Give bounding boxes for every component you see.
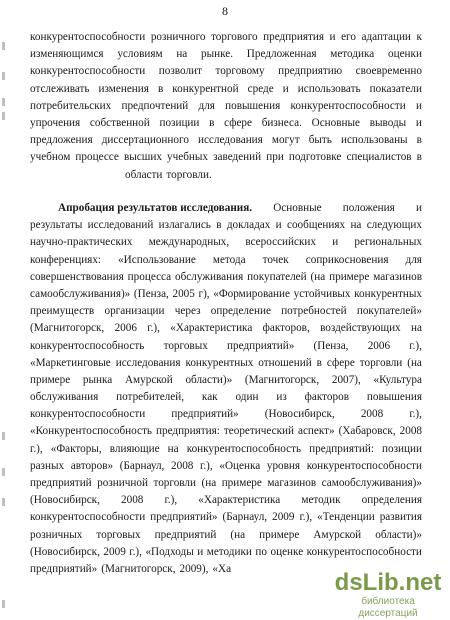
word: методики — [206, 545, 252, 558]
word: «Конкурентоспособность — [30, 425, 153, 438]
watermark-caption: библиотека диссертаций — [358, 596, 418, 619]
word: через — [174, 305, 201, 318]
word: отслеживать — [30, 82, 90, 95]
body-paragraph-conclusions — [30, 29, 422, 184]
word: оценке — [270, 545, 304, 558]
word: 2009 — [272, 511, 295, 524]
word: адаптации — [361, 31, 411, 43]
text-line — [30, 115, 422, 132]
word: докладах — [226, 219, 271, 232]
text-line — [30, 217, 422, 234]
word: теоретический — [223, 425, 295, 438]
word: аспект» — [298, 425, 335, 438]
word: региональных — [354, 236, 422, 249]
word: предприятий» — [150, 511, 218, 524]
word: и — [197, 545, 204, 558]
word: (Магнитогорск, — [244, 373, 320, 386]
text-line — [30, 252, 422, 269]
word: (Пенза, — [133, 287, 169, 300]
word: уровня — [266, 459, 301, 472]
word: изменения — [98, 82, 149, 95]
word: г.), — [129, 545, 142, 558]
word: следующих — [366, 219, 422, 232]
binding-mark — [2, 112, 5, 120]
word: «Культура — [373, 373, 422, 386]
word: бизнеса. — [261, 116, 302, 129]
text-line — [30, 149, 422, 166]
word: примере — [259, 528, 300, 541]
word: потребностей — [281, 305, 347, 318]
word: на — [411, 322, 422, 335]
word: предприятий» — [171, 408, 239, 421]
binding-mark — [2, 98, 5, 106]
word: торгового — [211, 31, 258, 43]
word: при — [266, 151, 284, 164]
word: изменяющимся — [30, 48, 104, 61]
word: процесса — [127, 270, 172, 283]
word: устойчивых — [293, 287, 351, 300]
text-line — [30, 509, 422, 526]
binding-marks — [0, 0, 10, 618]
word: (Магнитогорск, — [101, 562, 176, 575]
word: рынка — [82, 373, 113, 386]
text-line — [30, 355, 422, 372]
word: позволит — [158, 65, 202, 78]
word: всероссийских — [245, 236, 316, 249]
binding-mark — [2, 72, 5, 80]
word: высших — [123, 151, 162, 164]
word: потребителей, — [116, 391, 185, 404]
word: «Маркетинговые — [30, 356, 111, 369]
word: в — [416, 134, 422, 147]
word: торговли — [359, 356, 403, 369]
word: (на — [310, 270, 326, 283]
word: упрочения — [30, 116, 81, 129]
text-line — [30, 269, 422, 286]
word: сфере — [326, 356, 355, 369]
word: разных — [30, 459, 65, 472]
word: «Факторы, — [50, 442, 102, 455]
word: конкурентных — [185, 356, 254, 369]
word: конкурентоспособности — [306, 459, 422, 472]
word: г.), — [409, 408, 422, 421]
word: исследования — [197, 134, 263, 147]
word: один — [235, 391, 259, 404]
word: преимуществ — [30, 305, 95, 318]
word: области)» — [375, 528, 422, 541]
binding-mark — [2, 600, 5, 608]
word: Амурской — [124, 373, 173, 386]
word: в — [157, 82, 164, 95]
word: на — [350, 219, 362, 232]
word: предприятий: — [309, 442, 374, 455]
word: сообщениях — [286, 219, 346, 232]
text-line — [30, 29, 422, 46]
word: самообслуживания)» — [30, 287, 131, 300]
word: г.), — [147, 322, 160, 335]
word: конкурентоспособности — [306, 545, 422, 558]
word: из — [276, 391, 287, 404]
word: методика — [330, 48, 375, 61]
word: воздействующих — [320, 322, 401, 335]
word: конкурентоспособности — [30, 65, 146, 78]
word: и — [415, 116, 422, 129]
text-line — [30, 458, 422, 475]
word: специалистов — [346, 151, 412, 164]
word: соприкосновения — [305, 253, 389, 266]
word: в — [209, 116, 215, 129]
word: совершенствования — [30, 270, 124, 283]
word: условиям — [117, 48, 163, 61]
word: методик — [301, 494, 341, 507]
word: предприятию — [278, 65, 343, 78]
binding-mark — [2, 42, 5, 50]
text-line — [30, 372, 422, 389]
word: факторов, — [262, 322, 310, 335]
text-line — [30, 234, 422, 251]
word: в — [216, 219, 222, 232]
word: влияющие — [109, 442, 160, 455]
word: торговых — [163, 339, 208, 352]
word: предприятий — [154, 528, 217, 541]
word: позиции — [382, 442, 422, 455]
word: магазинов — [267, 477, 317, 489]
text-line — [30, 338, 422, 355]
text-line — [30, 286, 422, 303]
word: точек — [262, 253, 289, 266]
text-line — [30, 46, 422, 63]
word: своевременно — [355, 65, 422, 78]
word: для — [405, 253, 422, 266]
word: авторов» — [70, 459, 114, 472]
word: торговли. — [166, 168, 212, 181]
word: сфере — [224, 116, 252, 129]
word: диссертационного — [101, 134, 189, 147]
word: предприятий — [30, 477, 92, 489]
word: метода — [212, 253, 246, 266]
word: «Характеристика — [198, 494, 281, 507]
binding-mark — [2, 468, 5, 476]
text-line — [30, 81, 422, 98]
word: 2007), — [331, 373, 361, 386]
word: розничной — [97, 477, 148, 489]
word: «Тенденции — [317, 511, 375, 524]
word: обслуживания — [30, 391, 99, 404]
word: «Использование — [118, 253, 196, 266]
text-line — [30, 406, 422, 423]
word: для — [198, 99, 215, 112]
word: показатели — [369, 82, 422, 95]
word: результаты — [30, 219, 83, 232]
word: конкурентоспособность — [30, 339, 145, 352]
word: г.), — [409, 339, 422, 352]
word: его — [341, 31, 356, 43]
word: (на — [201, 477, 217, 489]
word: предприятий» — [227, 339, 295, 352]
word: на — [167, 442, 179, 455]
word: положения — [342, 202, 395, 214]
word: выводы — [369, 116, 407, 129]
word: области — [125, 168, 163, 181]
word: исследований — [87, 219, 154, 232]
text-line — [30, 475, 422, 492]
word: отношений — [258, 356, 312, 369]
word: по — [255, 545, 267, 558]
word: розничных — [30, 528, 83, 541]
word: на — [176, 48, 188, 61]
word: повышения — [225, 99, 281, 112]
word: конкурентоспособность — [186, 442, 302, 455]
word: магазинов — [373, 270, 422, 283]
word: (Новосибирск, — [30, 494, 100, 507]
word: «Формирование — [213, 287, 290, 300]
word: развития — [379, 511, 422, 524]
word: розничного — [150, 31, 206, 43]
text-line — [30, 544, 422, 561]
word: повышения — [366, 391, 422, 404]
page-number: 8 — [222, 4, 228, 18]
word: предприятий» — [30, 562, 98, 575]
word: Основные — [311, 116, 360, 129]
word: «Характеристика — [170, 322, 253, 335]
word: учебном — [30, 151, 71, 164]
word: примере — [221, 477, 262, 489]
word: (Хабаровск, — [338, 425, 396, 438]
word: позиции — [159, 116, 200, 129]
word: использовать — [297, 82, 361, 95]
word: и — [282, 82, 289, 95]
word: конкурентоспособности — [290, 99, 406, 112]
word: организации — [104, 305, 165, 318]
text-line — [30, 423, 422, 440]
word: Амурской — [313, 528, 362, 541]
word: предприятия — [263, 31, 324, 43]
word: г.), — [164, 494, 178, 507]
word: могут — [271, 134, 300, 147]
word: предложения — [30, 134, 93, 147]
binding-mark — [2, 498, 5, 506]
word: 2005 — [172, 287, 195, 300]
word: 2009), — [179, 562, 209, 575]
word: «Оценка — [219, 459, 261, 472]
word: 2008 — [360, 408, 384, 421]
word: как — [201, 391, 218, 404]
word: определение — [210, 305, 271, 318]
word: и — [332, 236, 339, 249]
text-line — [30, 441, 422, 458]
text-line — [30, 132, 422, 149]
word: (на — [230, 528, 246, 541]
word: г.), — [30, 442, 43, 455]
word: подготовке — [288, 151, 342, 164]
word: международных, — [148, 236, 230, 249]
word: к — [416, 31, 422, 43]
word: (Барнаул, — [222, 511, 268, 524]
word: (Новосибирск, — [30, 545, 100, 558]
word: собственной — [89, 116, 150, 129]
paragraph-first-line — [30, 200, 422, 217]
word: потребительских — [30, 99, 112, 112]
text-line — [30, 63, 422, 80]
word: использованы — [340, 134, 408, 147]
text-line — [30, 167, 422, 184]
section-heading: Апробация результатов исследования. — [58, 202, 253, 214]
word: Основные — [273, 202, 322, 214]
word: покупателей» — [356, 305, 422, 318]
word: примере — [329, 270, 370, 283]
word: (Новосибирск, — [264, 408, 335, 421]
word: заведений — [213, 151, 262, 164]
word: (Барнаул, — [119, 459, 165, 472]
text-line — [30, 303, 422, 320]
word: 2009 — [103, 545, 126, 558]
word: 2008 — [121, 494, 144, 507]
word: 2006 — [367, 339, 391, 352]
word: торговых — [96, 528, 141, 541]
word: оценки — [387, 48, 422, 61]
word: 2008 — [399, 425, 422, 438]
word: и — [329, 31, 336, 43]
word: факторов — [304, 391, 349, 404]
word: (на — [407, 356, 422, 369]
word: в — [416, 151, 422, 164]
word: обслуживания — [175, 270, 244, 283]
text-line — [30, 389, 422, 406]
word: «Ха — [212, 562, 232, 575]
word: Предложенная — [246, 48, 317, 61]
watermark-logo: dsLib.net — [334, 569, 442, 596]
paragraph-lines — [30, 217, 422, 578]
text-line — [30, 98, 422, 115]
word: предпочтений — [121, 99, 189, 112]
word: «Подходы — [145, 545, 194, 558]
word: рынке. — [201, 48, 234, 61]
text-line — [30, 320, 422, 337]
word: торговому — [215, 65, 265, 78]
watermark — [332, 569, 444, 619]
word: среде — [247, 82, 274, 95]
word: торговли — [153, 477, 196, 489]
word: излагались — [158, 219, 211, 232]
text-line — [30, 492, 422, 509]
word: самообслуживания)» — [321, 477, 422, 489]
word: 2006 — [114, 322, 137, 335]
word: конкурентоспособности — [30, 511, 146, 524]
word: примере — [30, 373, 71, 386]
body-paragraph-approbation — [30, 200, 422, 578]
word: и — [416, 99, 422, 112]
word: конкурентных — [354, 287, 422, 300]
word: конкурентоспособности — [30, 31, 146, 43]
word: области)» — [185, 373, 233, 386]
word: предприятия: — [155, 425, 220, 438]
word: г), — [198, 287, 210, 300]
word: покупателей — [247, 270, 307, 283]
word: г.), — [200, 459, 213, 472]
word: процессе — [75, 151, 119, 164]
word: конференциях: — [30, 253, 102, 266]
word: учебных — [167, 151, 209, 164]
word: г.), — [299, 511, 313, 524]
word: конкурентоспособности — [30, 408, 146, 421]
word: быть — [308, 134, 332, 147]
word: (Пенза, — [313, 339, 349, 352]
word: в — [316, 356, 322, 369]
word: и — [415, 202, 422, 214]
text-line — [30, 527, 422, 544]
word: 2008 — [171, 459, 194, 472]
binding-mark — [2, 432, 5, 440]
word: и — [275, 219, 282, 232]
word: научно-практических — [30, 236, 133, 249]
word: исследования — [115, 356, 181, 369]
word: (Магнитогорск, — [30, 322, 105, 335]
word: конкурентной — [172, 82, 239, 95]
word: определения — [361, 494, 422, 507]
